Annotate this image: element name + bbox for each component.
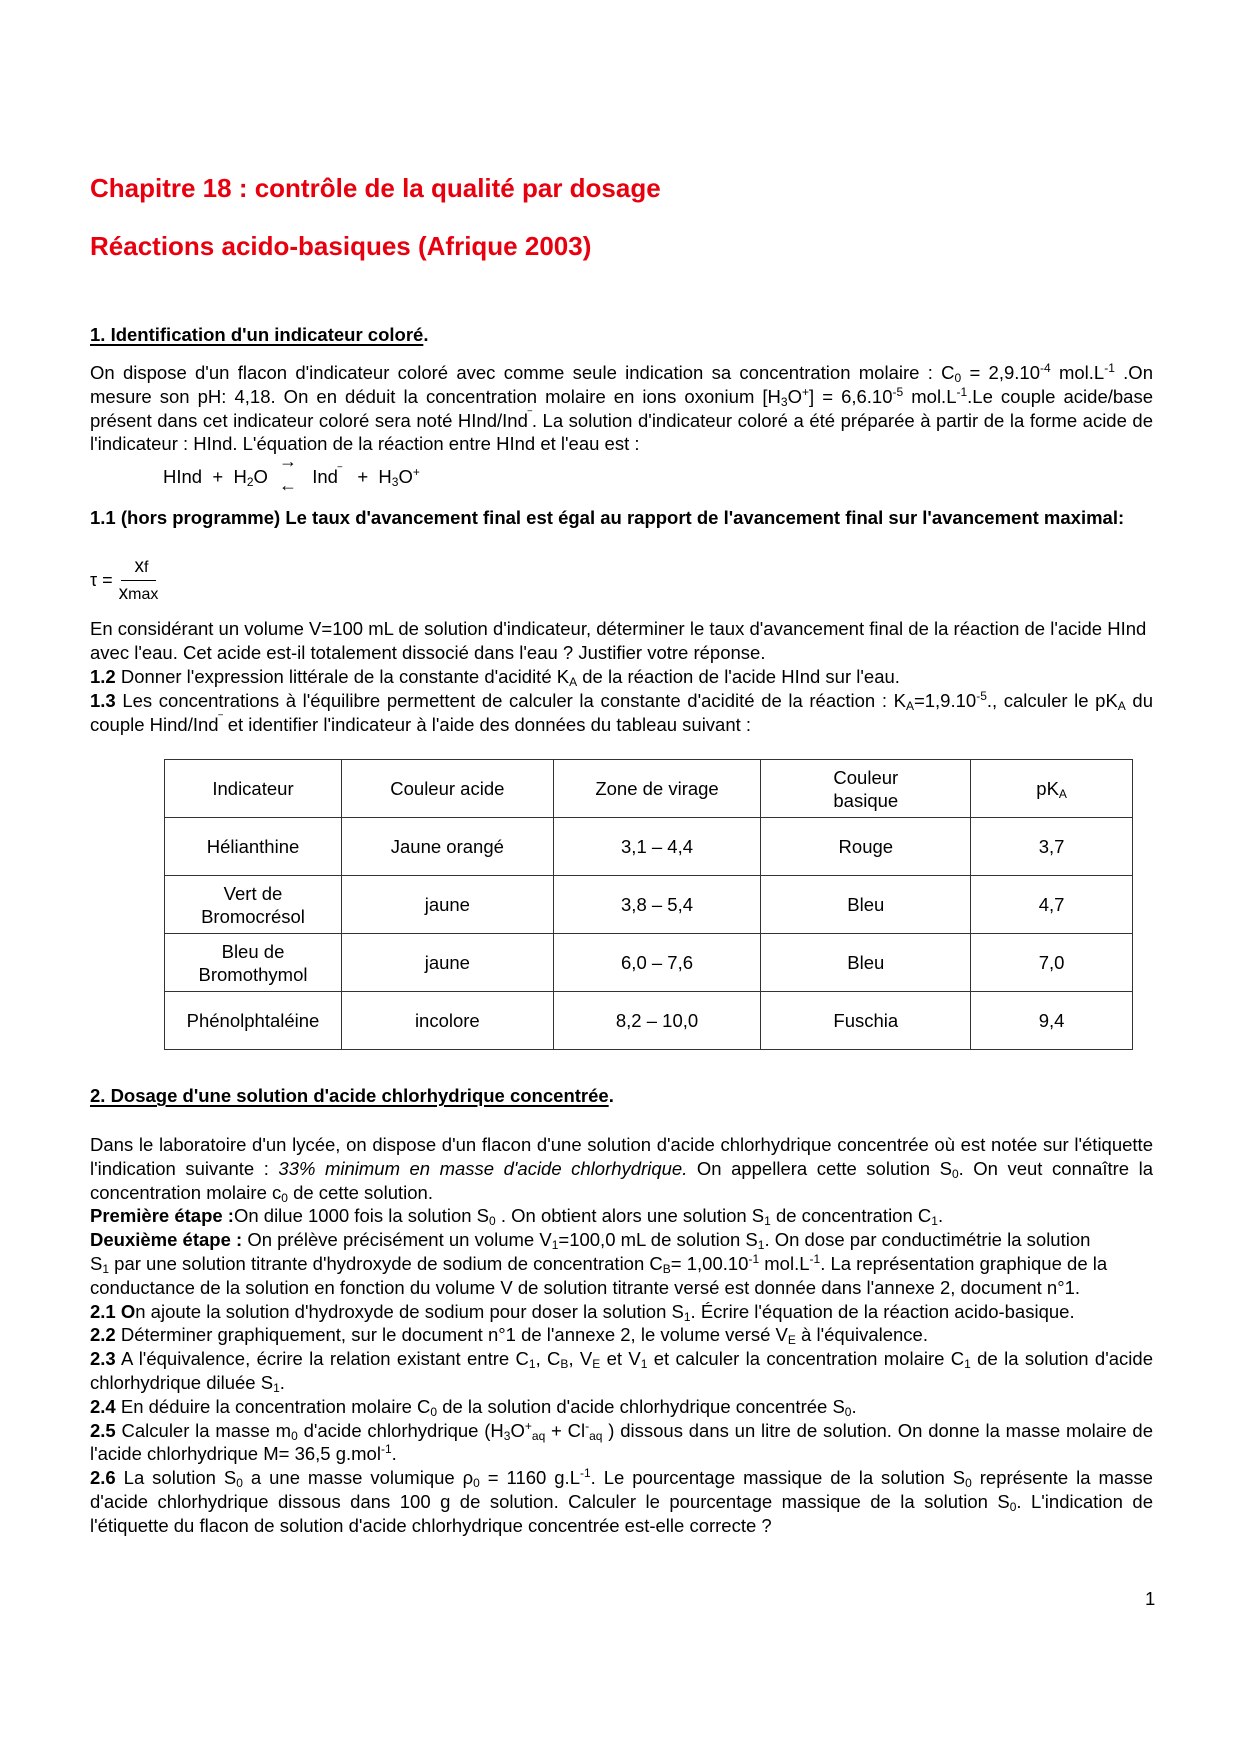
question-text: n ajoute la solution d'hydroxyde de sodium pour doser la solution S xyxy=(135,1300,684,1322)
question-number: 2.1 O xyxy=(90,1300,136,1322)
table-cell: Rouge xyxy=(761,818,971,876)
body-text: = 1,00.10 xyxy=(670,1252,749,1274)
question-2-2 xyxy=(90,1323,1153,1347)
question-2-5 xyxy=(90,1419,1153,1467)
subscript: 1 xyxy=(102,1261,110,1276)
subscript: 0 xyxy=(954,371,962,385)
subscript: B xyxy=(662,1261,671,1276)
exponent: -1 xyxy=(809,1251,821,1266)
question-text: du couple Hind/Ind xyxy=(90,690,1153,735)
eq-text: O xyxy=(398,466,413,487)
formula-sub: max xyxy=(128,586,159,603)
table-cell: 3,1 – 4,4 xyxy=(553,818,761,876)
subscript: 0 xyxy=(281,1190,288,1205)
formula-var: x xyxy=(134,556,145,577)
question-text: , V xyxy=(568,1348,593,1370)
table-cell: jaune xyxy=(341,934,553,992)
question-text: A l'équivalence, écrire la relation existant entre C xyxy=(115,1348,529,1370)
eq-text: Ind xyxy=(312,466,338,487)
subscript: 0 xyxy=(473,1476,480,1491)
subscript: 3 xyxy=(503,1428,511,1443)
subscript: 1 xyxy=(640,1357,648,1372)
superscript: + xyxy=(412,465,420,479)
subscript: 1 xyxy=(757,1238,765,1253)
superscript: ‾ xyxy=(218,712,223,727)
question-2-6 xyxy=(90,1466,1153,1537)
formula-symbol: τ = xyxy=(90,570,113,590)
table-cell: Jaune orangé xyxy=(341,818,553,876)
question-1-2 xyxy=(90,665,1153,689)
table-header-cell: Indicateur xyxy=(165,760,342,818)
intro-text: = 2,9.10 xyxy=(961,362,1040,383)
question-text: La solution S xyxy=(115,1467,237,1489)
exponent: -4 xyxy=(1040,361,1051,375)
step-label: Première étape : xyxy=(90,1205,234,1227)
question-text: =1,9.10 xyxy=(913,690,977,711)
subscript: 0 xyxy=(844,1404,852,1419)
subscript: A xyxy=(905,699,914,713)
question-text: ) dissous dans un litre de solution. On donne la masse molaire de l'acide chlorhydrique M= 36,5 g.mol xyxy=(90,1419,1153,1465)
table-header-cell: Couleur acide xyxy=(341,760,553,818)
fraction-denominator xyxy=(119,581,159,605)
subscript: 1 xyxy=(551,1238,559,1253)
question-text: . xyxy=(391,1443,397,1465)
subscript: 1 xyxy=(931,1214,938,1229)
chapter-title: Chapitre 18 : contrôle de la qualité par dosage xyxy=(90,173,661,203)
eq-text: O xyxy=(253,466,268,487)
subscript: B xyxy=(560,1357,569,1372)
subscript: 0 xyxy=(236,1476,243,1491)
intro-text: mol.L xyxy=(903,385,957,407)
section2-body xyxy=(90,1133,1153,1538)
exponent: -1 xyxy=(956,384,968,399)
intro-text: .Le couple acide/base présent dans cet indicateur coloré sera noté HInd/Ind xyxy=(90,385,1153,431)
fraction-numerator xyxy=(121,556,157,581)
question-text: . Écrire l'équation de la réaction acido-basique. xyxy=(690,1300,1075,1322)
body-text: de cette solution. xyxy=(287,1181,433,1203)
body-text: On dilue 1000 fois la solution S xyxy=(233,1205,490,1227)
superscript: - xyxy=(585,1418,590,1433)
step-1 xyxy=(90,1204,1153,1228)
section2-intro xyxy=(90,1133,1153,1204)
subscript: A xyxy=(1058,787,1067,801)
table-cell: Fuschia xyxy=(761,992,971,1050)
table-header-cell: Zone de virage xyxy=(553,760,761,818)
question-number: 1.3 xyxy=(90,690,116,711)
formula-var: x xyxy=(118,583,129,604)
exponent: -5 xyxy=(976,689,987,703)
body-text: On appellera cette solution S xyxy=(687,1157,952,1179)
subscript: 2 xyxy=(246,475,254,489)
question-2-4 xyxy=(90,1395,1153,1419)
question-text: ., calculer le pK xyxy=(986,690,1118,711)
table-header-cell: Couleur basique xyxy=(761,760,971,818)
table-header-cell xyxy=(971,760,1133,818)
question-number: 2.3 xyxy=(90,1348,116,1370)
question-text: Calculer la masse m xyxy=(115,1419,292,1441)
question-number: 2.5 xyxy=(90,1419,116,1441)
question-number: 1.2 xyxy=(90,666,116,687)
question-number: 2.6 xyxy=(90,1467,116,1489)
question-text: Donner l'expression littérale de la constante d'acidité K xyxy=(115,666,570,687)
question-text: a une masse volumique ρ xyxy=(242,1467,474,1489)
intro-text: ] = 6,6.10 xyxy=(809,385,893,407)
body-text: . On dose par conductimétrie la solution S xyxy=(90,1229,1091,1274)
intro-text: . La solution d'indicateur coloré a été préparée à partir de la forme acide de l'indicateur : HInd. L'équation de la réaction entre HInd et l'eau est : xyxy=(90,409,1154,455)
heading-period: . xyxy=(608,1085,614,1106)
superscript: ‾ xyxy=(527,408,532,423)
subscript: 1 xyxy=(964,1357,971,1372)
table-cell: Bleu xyxy=(761,876,971,934)
subscript: 0 xyxy=(965,1476,972,1491)
body-text: On prélève précisément un volume V xyxy=(242,1229,552,1251)
exponent: -1 xyxy=(1104,361,1115,375)
subscript: 1 xyxy=(528,1357,536,1372)
step-label: Deuxième étape : xyxy=(90,1229,243,1251)
subscript: A xyxy=(1117,699,1126,713)
subscript: 0 xyxy=(489,1214,496,1229)
question-number: 2.4 xyxy=(90,1395,116,1417)
body-text: . On obtient alors une solution S xyxy=(495,1205,765,1227)
question-text: de la solution d'acide chlorhydrique diluée S xyxy=(90,1348,1153,1393)
eq-product-ind xyxy=(312,466,342,487)
arrow-right-icon: → xyxy=(279,451,298,472)
question-text: . xyxy=(279,1371,285,1393)
eq-product-oxonium xyxy=(378,466,419,487)
question-text: et calculer la concentration molaire C xyxy=(647,1348,965,1370)
question-text: . xyxy=(851,1395,857,1417)
question-text: = 1160 g.L xyxy=(479,1467,580,1489)
exponent: -1 xyxy=(748,1251,760,1266)
question-text: de la solution d'acide chlorhydrique concentrée S xyxy=(437,1395,845,1417)
table-cell: 9,4 xyxy=(971,992,1133,1050)
question-text: , C xyxy=(535,1348,561,1370)
question-text: En déduire la concentration molaire C xyxy=(115,1395,431,1417)
body-text: par une solution titrante d'hydroxyde de sodium de concentration C xyxy=(109,1252,663,1274)
body-text: . xyxy=(937,1205,944,1227)
subscript: 3 xyxy=(391,475,399,489)
intro-text: mol.L xyxy=(1050,362,1105,383)
question-text: Déterminer graphiquement, sur le document n°1 de l'annexe 2, le volume versé V xyxy=(115,1324,788,1346)
table-cell: 3,8 – 5,4 xyxy=(553,876,761,934)
subscript: 0 xyxy=(1009,1499,1017,1514)
table-row xyxy=(165,876,1133,934)
body-text: de concentration C xyxy=(770,1205,932,1227)
question-text: O xyxy=(510,1419,525,1441)
question-text: représente la masse d'acide chlorhydrique dissous dans 100 g de solution. Calculer le pourcentage massique de la solution S xyxy=(90,1467,1153,1512)
section2-heading xyxy=(90,1085,614,1107)
table-cell: Bleu de Bromothymol xyxy=(165,934,342,992)
step-2 xyxy=(90,1228,1153,1299)
exponent: -5 xyxy=(892,384,904,399)
question-text: . L'indication de l'étiquette du flacon de solution d'acide chlorhydrique concentrée est-elle correcte ? xyxy=(90,1490,1153,1536)
formula-tau xyxy=(90,556,158,605)
subscript: E xyxy=(592,1357,601,1372)
subscript: 0 xyxy=(291,1428,298,1443)
equilibrium-arrows-icon xyxy=(279,451,301,496)
table-cell: Phénolphtaléine xyxy=(165,992,342,1050)
subscript: 0 xyxy=(951,1166,959,1181)
subscript: 1 xyxy=(764,1214,771,1229)
eq-plus: + xyxy=(212,466,224,487)
table-cell: 8,2 – 10,0 xyxy=(553,992,761,1050)
table-cell: Hélianthine xyxy=(165,818,342,876)
section1-heading xyxy=(90,324,428,346)
table-cell: 4,7 xyxy=(971,876,1133,934)
fraction xyxy=(119,556,159,605)
body-text: =100,0 mL de solution S xyxy=(558,1229,758,1251)
pka-label: pK xyxy=(1036,778,1059,799)
intro-text: .On mesure son pH: 4,18. On en déduit la concentration molaire en ions oxonium [H xyxy=(90,362,1153,407)
reaction-equation xyxy=(163,451,420,496)
section1-heading-text: 1. Identification d'un indicateur coloré xyxy=(90,324,424,345)
body-text: . La représentation graphique de la conductance de la solution en fonction du volume V de solution titrante versé est donnée dans l'annexe 2, document n°1. xyxy=(90,1252,1108,1298)
subscript: aq xyxy=(589,1428,603,1443)
question-1-1-text: En considérant un volume V=100 mL de solution d'indicateur, déterminer le taux d'avancement final de la réaction de l'acide HInd avec l'eau. Cet acide est-il totalement dissocié dans l'eau ? Justifier votre réponse. xyxy=(90,618,1147,663)
subscript: A xyxy=(569,675,578,689)
table-row xyxy=(165,992,1133,1050)
table-cell: incolore xyxy=(341,992,553,1050)
table-row xyxy=(165,818,1133,876)
table-cell: jaune xyxy=(341,876,553,934)
body-text: Dans le laboratoire d'un lycée, on dispose d'un flacon d'une solution d'acide chlorhydrique concentrée où est notée sur l'étiquette l'indication suivante : xyxy=(90,1134,1153,1179)
subscript: 3 xyxy=(780,394,788,409)
table-cell: 3,7 xyxy=(971,818,1133,876)
question-text: de la réaction de l'acide HInd sur l'eau. xyxy=(577,666,900,687)
chapter-subtitle: Réactions acido-basiques (Afrique 2003) xyxy=(90,231,592,261)
question-1-1-statement: 1.1 (hors programme) Le taux d'avancement final est égal au rapport de l'avancement final sur l'avancement maximal: xyxy=(90,507,1125,528)
subscript: 0 xyxy=(430,1404,438,1419)
eq-text: H xyxy=(233,466,247,487)
subscript: 1 xyxy=(273,1380,280,1395)
intro-text: O xyxy=(787,385,802,407)
subscript: 1 xyxy=(683,1309,691,1324)
superscript: ‾ xyxy=(337,465,342,479)
question-text: d'acide chlorhydrique (H xyxy=(297,1419,504,1441)
table-header-row xyxy=(165,760,1133,818)
question-text: et V xyxy=(600,1348,641,1370)
page-number: 1 xyxy=(1145,1588,1156,1609)
exponent: -1 xyxy=(579,1466,591,1481)
indicator-table xyxy=(164,759,1133,1050)
intro-text: On dispose d'un flacon d'indicateur coloré avec comme seule indication sa concentration molaire : C xyxy=(90,362,955,383)
table-cell: 6,0 – 7,6 xyxy=(553,934,761,992)
section1-intro xyxy=(90,361,1153,456)
eq-text: H xyxy=(378,466,392,487)
label-indication: 33% minimum en masse d'acide chlorhydrique. xyxy=(278,1157,688,1179)
question-text: + Cl xyxy=(545,1419,586,1441)
eq-reactant-hind: HInd xyxy=(163,466,203,487)
table-cell: 7,0 xyxy=(971,934,1133,992)
formula-sub: f xyxy=(144,559,149,576)
exponent: -1 xyxy=(380,1442,392,1457)
question-2-3 xyxy=(90,1347,1153,1395)
question-1-3 xyxy=(90,689,1153,737)
arrow-left-icon: ← xyxy=(279,475,298,496)
question-text: . Le pourcentage massique de la solution S xyxy=(590,1467,966,1489)
body-text: . On veut connaître la concentration molaire c xyxy=(90,1157,1153,1203)
question-text: à l'équivalence. xyxy=(795,1324,928,1346)
subscript: E xyxy=(787,1333,796,1348)
question-number: 2.2 xyxy=(90,1324,116,1346)
section2-heading-text: 2. Dosage d'une solution d'acide chlorhydrique concentrée xyxy=(90,1085,609,1106)
table-cell: Vert de Bromocrésol xyxy=(165,876,342,934)
question-text: et identifier l'indicateur à l'aide des données du tableau suivant : xyxy=(222,713,752,735)
table-row xyxy=(165,934,1133,992)
question-text: Les concentrations à l'équilibre permettent de calculer la constante d'acidité de la réaction : K xyxy=(115,690,906,711)
superscript: + xyxy=(802,384,810,399)
superscript: + xyxy=(524,1418,532,1433)
eq-reactant-water xyxy=(233,466,267,487)
subscript: aq xyxy=(531,1428,546,1443)
table-cell: Bleu xyxy=(761,934,971,992)
heading-period: . xyxy=(423,324,429,345)
body-text: mol.L xyxy=(759,1252,810,1274)
question-2-1 xyxy=(90,1300,1153,1324)
eq-plus: + xyxy=(357,466,369,487)
